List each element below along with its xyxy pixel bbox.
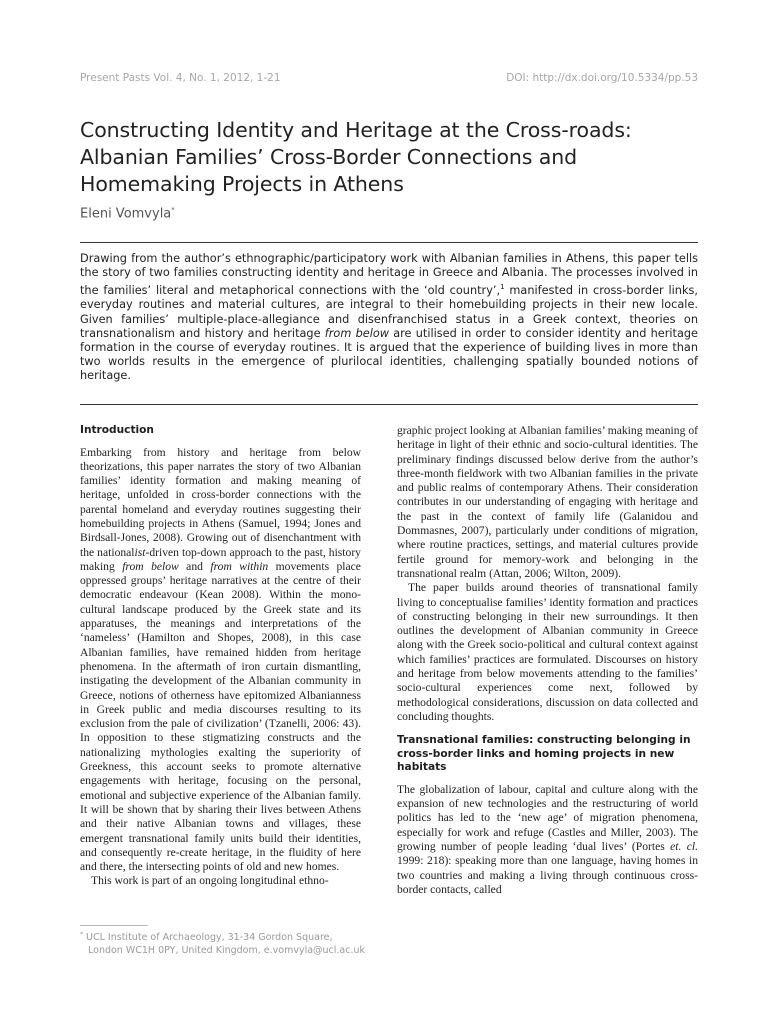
paragraph: The paper builds around theories of transnational family living to conceptualise families’ identity formation and practices of constructing belonging in their new surroundings. It then outlines the development of Albanian community in Greece along with the Greek socio-political and cultural context against which families’ practices are formulated. Discourses on history and heritage from below movements attending to the families’ socio-cultural experiences come next, followed by methodological considerations, discussion on data collected and concluding thoughts. xyxy=(397,581,698,723)
author-name: Eleni Vomvyla xyxy=(80,206,172,222)
footnote-rule xyxy=(80,925,148,926)
abstract: Drawing from the author’s ethnographic/participatory work with Albanian families in Athens, this paper tells the story of two families constructing identity and heritage in Greece and Albania. The processes involved in the families’ literal and metaphorical connections with the ‘old country’,$^1$ manifested in cross-border links, everyday routines and material cultures, are integral to their homebuilding projects in their new locale. Given families’ multiple-place-allegiance and disenfranchised status in a Greek context, theories on transnationalism and history and heritage from below are utilised in order to consider identity and heritage formation in the course of everyday routines. It is argued that the experience of building lives in more than two worlds results in the emergence of plurilocal identities, challenging spatially bounded notions of heritage. xyxy=(80,252,698,383)
abstract-top-rule xyxy=(80,242,698,243)
paragraph: Embarking from history and heritage from below theorizations, this paper narrates the story of two Albanian families’ identity formation and making meaning of heritage, unfolded in cross-border connections with the parental homeland and everyday routines suggesting their homebuilding projects in Athens (Samuel, 1994; Jones and Birdsall-Jones, 2008). Growing out of disenchantment with the nationalist-driven top-down approach to the past, history making from below and from within movements place oppressed groups’ heritage narratives at the centre of their democratic endeavour (Kean 2008). Within the mono-cultural landscape produced by the Greek state and its apparatuses, the meanings and interpretations of the ‘nameless’ (Hamilton and Shopes, 2008), in this case Albanian families, have remained hidden from heritage phenomena. In the aftermath of iron curtain dismantling, instigating the development of the Albanian community in Greece, notions of otherness have epitomized Albanianness in Greek public and media discourses resulting to its exclusion from the pale of civilization’ (Tzanelli, 2006: 43). In opposition to these stigmatizing constructs and the nationalizing mythologies exalting the superiority of Greekness, this account seeks to promote alternative engagements with heritage, focusing on the personal, emotional and subjective experience of the Albanian family. It will be shown that by sharing their lives between Athens and their native Albanian towns and villages, these emergent transnational family units build their identities, and consequently re-create heritage, in the fluidity of here and there, the intersecting points of old and new homes. xyxy=(80,445,361,874)
journal-citation: Present Pasts Vol. 4, No. 1, 2012, 1-21 xyxy=(80,72,281,84)
paragraph: This work is part of an ongoing longitudinal ethno- xyxy=(91,874,329,888)
doi-link[interactable]: DOI: http://dx.doi.org/10.5334/pp.53 xyxy=(506,72,698,84)
paragraph: The globalization of labour, capital and culture along with the expansion of new technologies and the restructuring of world politics has led to the ‘new age’ of migration phenomena, especially for work and refuge (Castles and Miller, 2003). The growing number of people leading ‘dual lives’ (Portes et. cl. 1999: 218): speaking more than one language, having homes in two countries and making a living through continuous cross-border contacts, called xyxy=(397,782,698,896)
paragraph: graphic project looking at Albanian families’ making meaning of heritage in light of their ethnic and socio-cultural identities. The preliminary findings discussed below derive from the author’s three-month fieldwork with two Albanian families in the private and public realms of contemporary Athens. Their consideration contributes in our understanding of engaging with heritage and the past in the context of family life (Galanidou and Dommasnes, 2007), particularly under conditions of migration, where routine practices, settings, and material cultures provide fertile ground for memory-work and belonging in the transnational realm (Attan, 2006; Wilton, 2009). xyxy=(397,424,698,580)
author-footnote-marker: * xyxy=(171,206,175,214)
article-title: Constructing Identity and Heritage at the Cross-roads: Albanian Families’ Cross-Border Connections and Homemaking Projects in Athens xyxy=(80,118,632,196)
section-heading: Transnational families: constructing belonging in cross-border links and homing projects in new habitats xyxy=(397,734,691,774)
introduction-heading: Introduction xyxy=(80,424,154,436)
left-column xyxy=(80,424,361,889)
right-column xyxy=(397,424,698,897)
author-footnote: * UCL Institute of Archaeology, 31-34 Gordon Square, London WC1H 0PY, United Kingdom, e.vomvyla@ucl.ac.uk xyxy=(80,931,366,957)
abstract-bottom-rule xyxy=(80,404,698,405)
footnote-ref: 1 xyxy=(500,283,505,292)
author-line xyxy=(80,206,175,221)
